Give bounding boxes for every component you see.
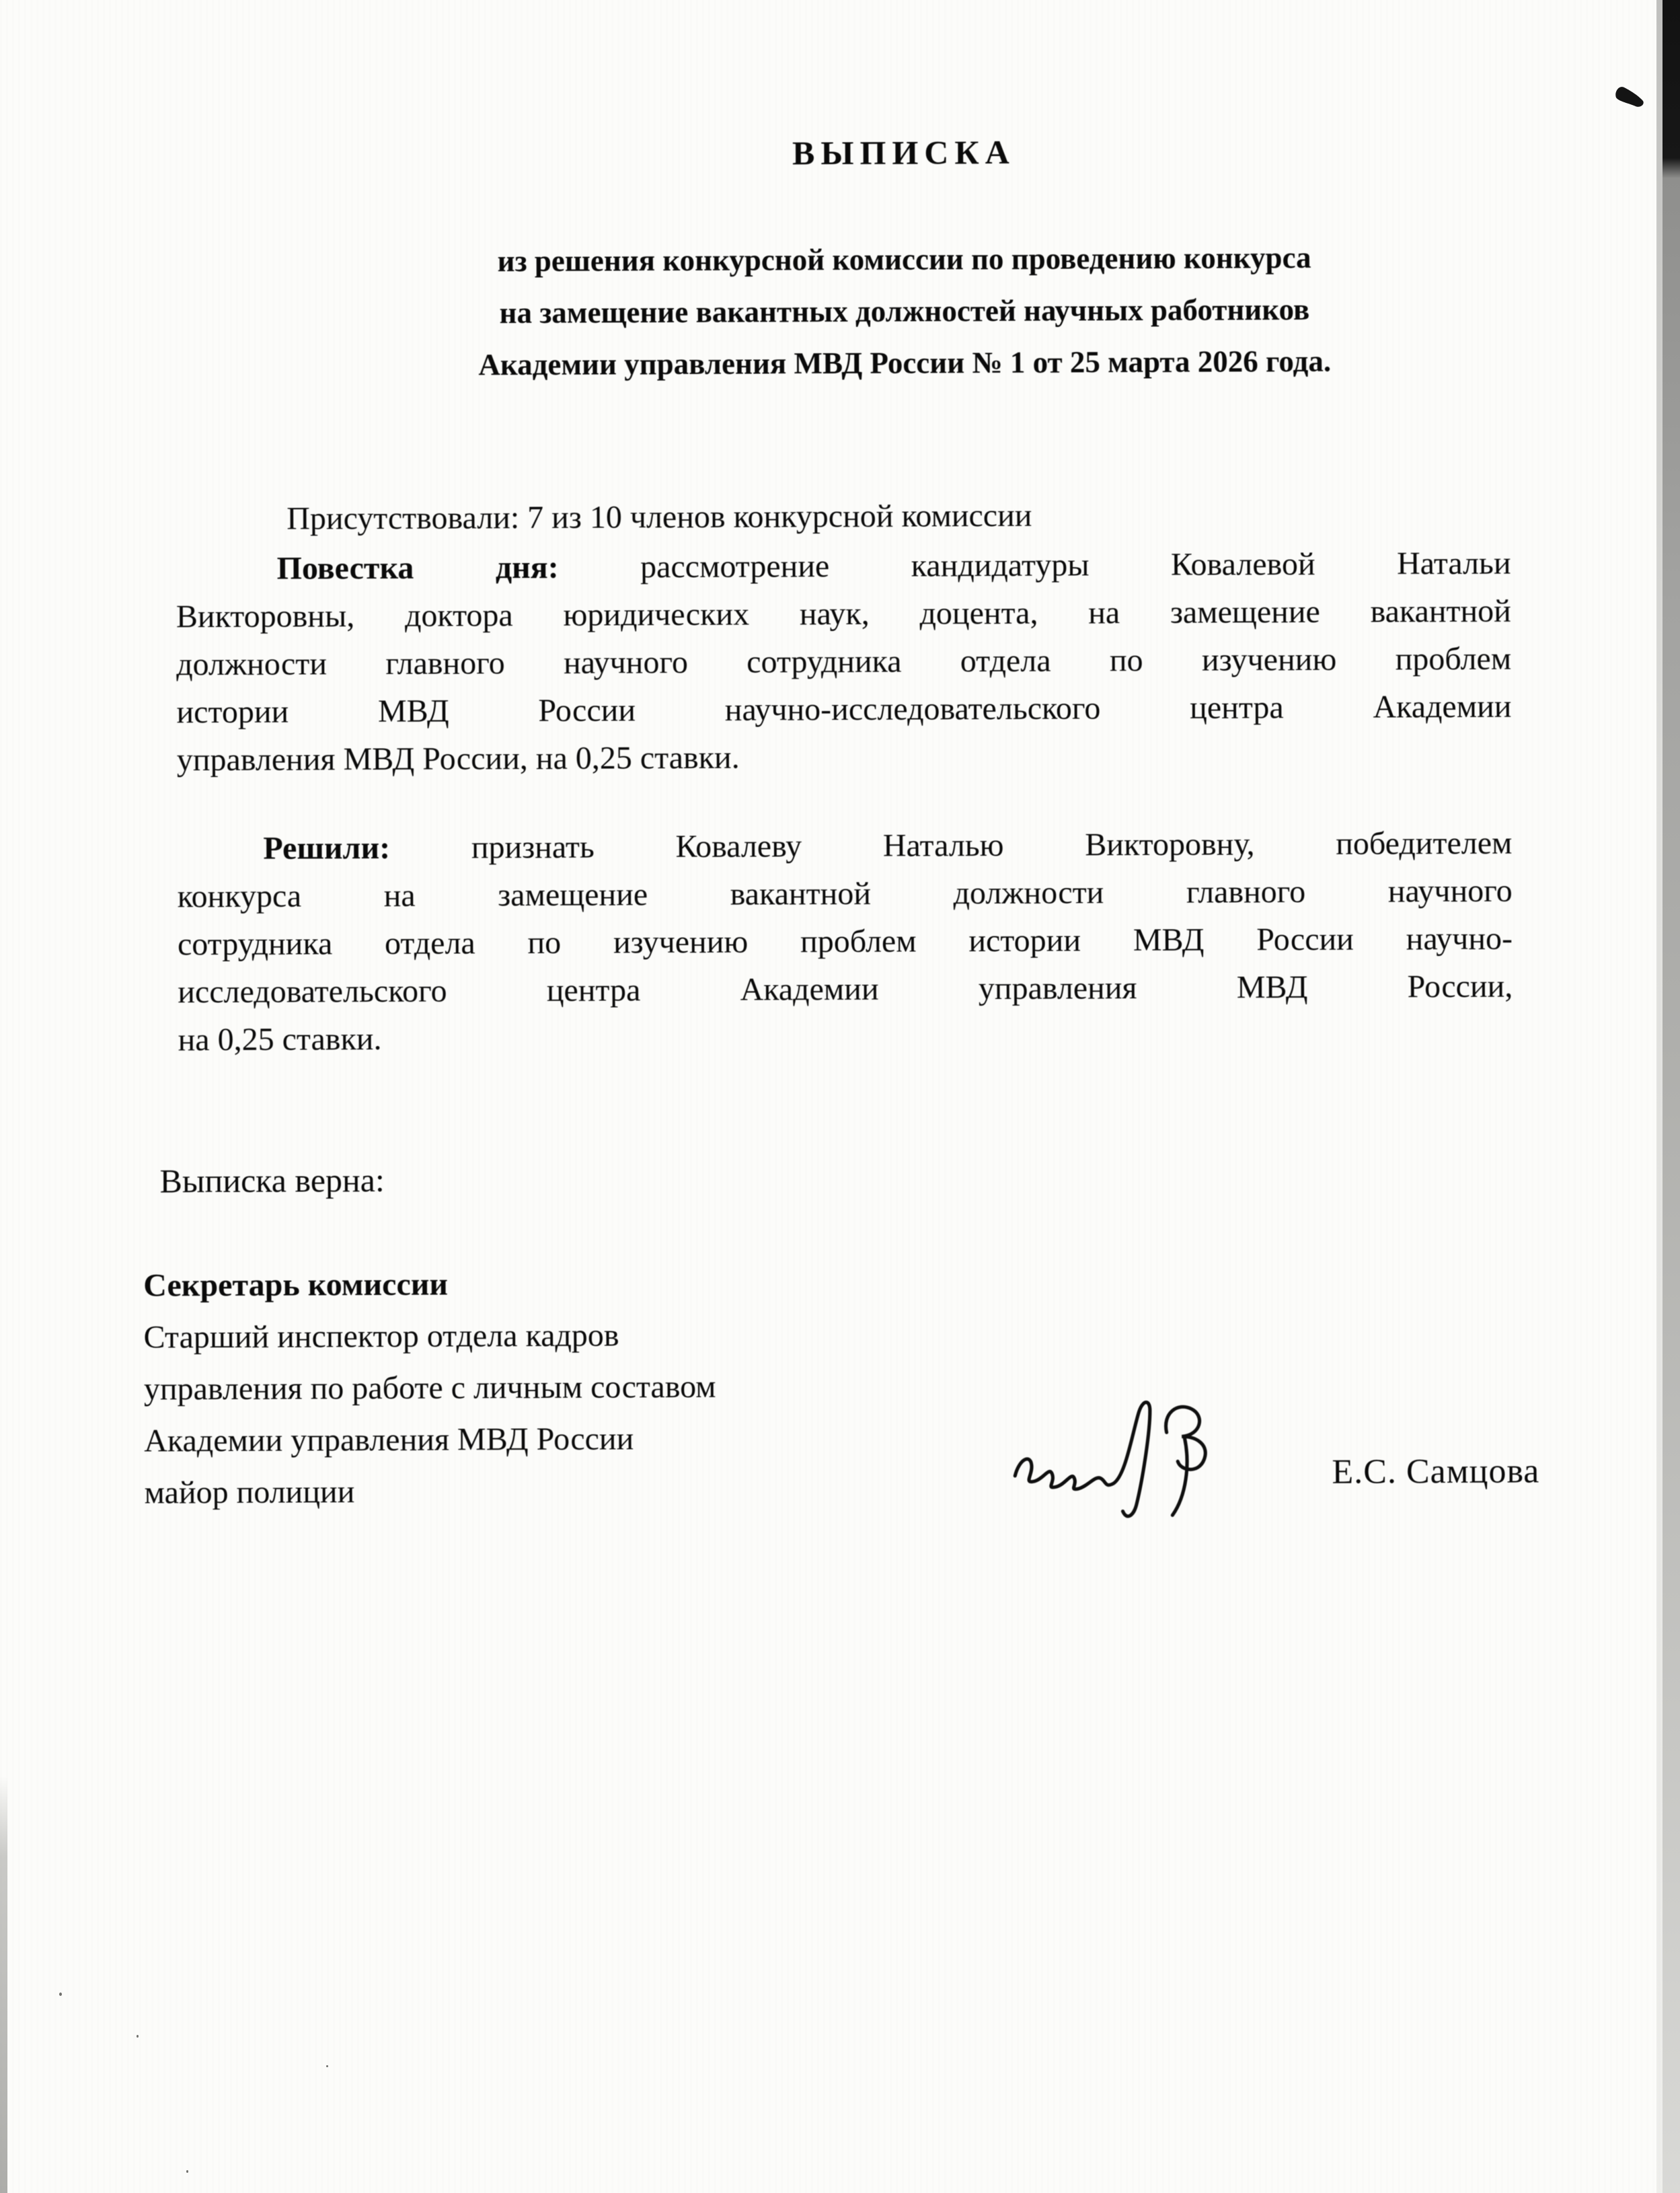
paragraph-line: Викторовны, доктора юридических наук, доцента, на замещение вакантной xyxy=(176,593,1511,635)
paragraph-line xyxy=(176,540,1511,593)
paragraph-line: на 0,25 ставки. xyxy=(178,1020,382,1058)
scan-edge-shadow-right xyxy=(1663,0,1680,2193)
pen-mark-artifact xyxy=(1613,79,1648,110)
scan-speck xyxy=(326,2065,328,2067)
scan-speck xyxy=(186,2170,188,2173)
paragraph-line: управления МВД России, на 0,25 ставки. xyxy=(176,739,740,778)
certification-line: Выписка верна: xyxy=(159,1160,385,1200)
paragraph-line xyxy=(177,819,1512,873)
agenda-line-text: рассмотрение кандидатуры Ковалевой Натальи xyxy=(640,545,1511,585)
signatory-block xyxy=(143,1257,716,1519)
paragraph-line: сотрудника отдела по изучению проблем истории МВД России научно- xyxy=(177,920,1513,963)
handwritten-signature xyxy=(1003,1392,1253,1528)
agenda-lead: Повестка дня: xyxy=(276,549,559,587)
document-title: ВЫПИСКА xyxy=(792,133,1016,172)
agenda-paragraph xyxy=(176,540,1512,784)
signatory-role-line: майор полиции xyxy=(144,1474,355,1511)
paragraph-line: конкурса на замещение вакантной должности главного научного xyxy=(177,872,1513,915)
attendance-line: Присутствовали: 7 из 10 членов конкурсной комиссии xyxy=(287,497,1032,537)
signatory-name: Е.С. Самцова xyxy=(1332,1452,1540,1491)
subtitle-line: на замещение вакантных должностей научных работников xyxy=(499,292,1310,330)
signatory-role-line: управления по работе с личным составом xyxy=(143,1368,716,1407)
paragraph-line: истории МВД России научно-исследовательского центра Академии xyxy=(176,688,1512,731)
paragraph-line: исследовательского центра Академии управления МВД России, xyxy=(178,968,1513,1010)
scan-speck xyxy=(59,1993,62,1996)
paragraph-line: должности главного научного сотрудника отдела по изучению проблем xyxy=(176,640,1512,683)
subtitle-line: Академии управления МВД России № 1 от 25 марта 2026 года. xyxy=(478,344,1332,382)
scan-speck xyxy=(137,2035,139,2038)
document-subtitle xyxy=(235,231,1574,392)
subtitle-line: из решения конкурсной комиссии по проведению конкурса xyxy=(497,240,1311,278)
signatory-role-line: Академии управления МВД России xyxy=(144,1421,634,1459)
signatory-role-title: Секретарь комиссии xyxy=(143,1266,449,1304)
resolution-paragraph xyxy=(177,819,1513,1064)
signatory-role-line: Старший инспектор отдела кадров xyxy=(143,1317,619,1355)
scan-edge-shadow-left xyxy=(0,1776,7,2193)
resolution-lead: Решили: xyxy=(263,829,391,866)
resolution-line-text: признать Ковалеву Наталью Викторовну, победителем xyxy=(471,825,1513,866)
scan-edge-shadow-soft xyxy=(1656,0,1663,2193)
